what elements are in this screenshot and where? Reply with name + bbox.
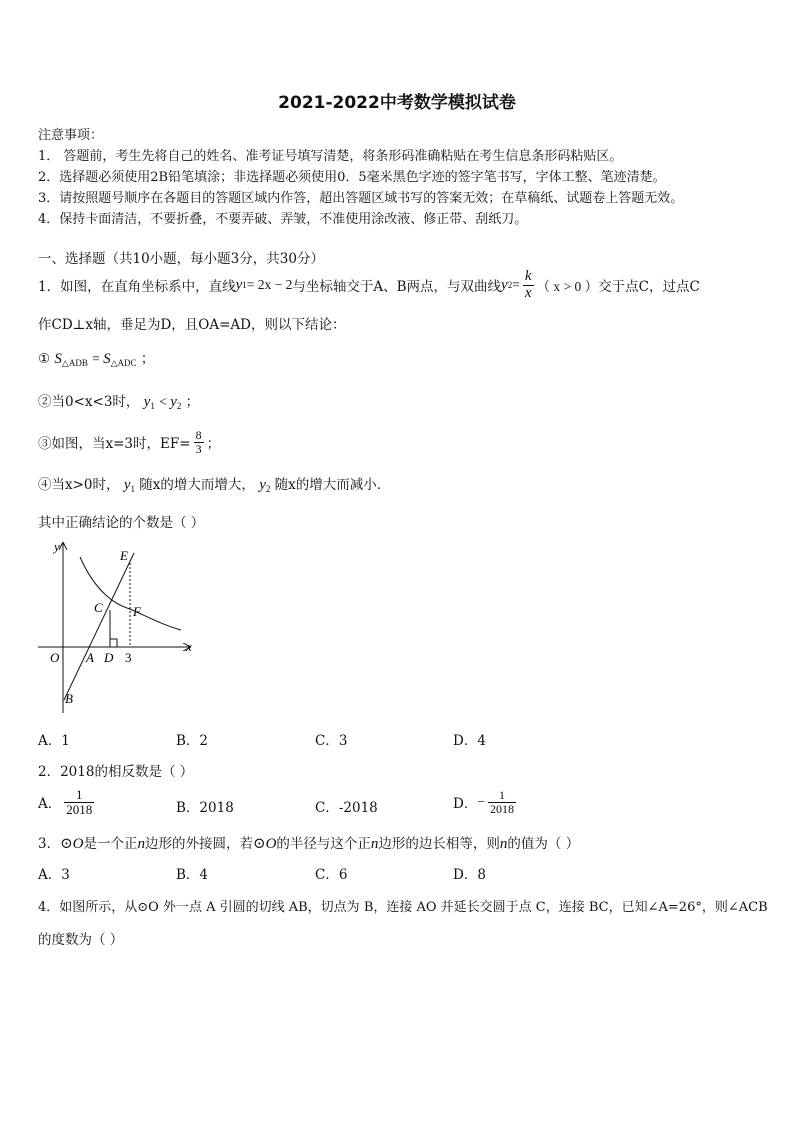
question-2-stem: 2．2018的相反数是（ ） (38, 764, 194, 780)
fraction-8-over-3: $\frac{8}{3}$ (195, 427, 202, 456)
question-4-line-2: 的度数为（ ） (38, 932, 124, 948)
label-e: E (120, 548, 128, 563)
fraction-k-over-x: $\frac{k}{x}$ (524, 267, 532, 301)
question-4-line-1: 4．如图所示，从⊙O 外一点 A 引圆的切线 AB，切点为 B，连接 AO 并延长交圆于点 C，连接 BC，已知∠A=26°，则∠ACB (38, 900, 768, 915)
conclusion-4: ④当x>0时， $y_1$ 随x的增大而增大， $y_2$ 随x的增大而减小． (38, 477, 391, 494)
q1-option-c: C．3 (315, 733, 348, 749)
q3-option-a: A．3 (38, 867, 70, 883)
conclusion-2: ②当0<x<3时， $y_1 < y_2$ ； (38, 394, 200, 411)
question-1-line-2: 作CD⊥x轴，垂足为D，且OA=AD，则以下结论： (38, 317, 346, 333)
q3-option-c: C．6 (315, 867, 348, 883)
label-y: y (54, 539, 60, 554)
fraction-1-over-2018-d: $\frac{1}{2018}$ (489, 787, 514, 816)
question-1-figure (38, 535, 203, 715)
notice-item-4: 4．保持卡面清洁，不要折叠，不要弄破、弄皱，不准使用涂改液、修正带、刮纸刀。 (38, 212, 528, 227)
q1-option-a: A．1 (38, 733, 70, 749)
notice-item-3: 3．请按照题号顺序在各题目的答题区域内作答，超出答题区域书写的答案无效；在草稿纸、试题卷上答题无效。 (38, 191, 684, 206)
q1-option-b: B．2 (176, 733, 209, 749)
fraction-1-over-2018-a: $\frac{1}{2018}$ (66, 786, 93, 817)
notice-item-2: 2．选择题必须使用2B铅笔填涂；非选择题必须使用0．5毫米黑色字迹的签字笔书写，字体工整、笔迹清楚。 (38, 170, 666, 185)
conclusion-3: ③如图，当x=3时，EF= $\frac{8}{3}$ ； (38, 427, 221, 456)
q3-option-b: B．4 (176, 867, 209, 883)
q2-option-b: B．2018 (176, 800, 234, 816)
conclusion-1: ① $S_{\triangle ADB} = S_{\triangle ADC}$ ； (38, 351, 155, 368)
label-x: x (186, 639, 192, 654)
label-o: O (50, 650, 60, 665)
q2-option-c: C．-2018 (315, 800, 378, 816)
notice-heading: 注意事项： (38, 128, 104, 143)
line-y1 (64, 553, 134, 700)
label-a: A (86, 650, 94, 665)
question-1-line-1: 1．如图，在直角坐标系中，直线 y 1 = 2x − 2 与坐标轴交于A、B两点，与双曲线 y 2 = $\frac{k}{x}$ （ x > 0 ） 交于点C，过点C (38, 267, 700, 301)
q3-option-d: D．8 (453, 867, 486, 883)
right-angle-mark (110, 639, 117, 647)
q2-option-d: D． − $\frac{1}{2018}$ (453, 787, 514, 816)
label-f: F (133, 604, 141, 619)
q2-option-a: A． $\frac{1}{2018}$ (38, 786, 93, 817)
label-c: C (94, 600, 103, 615)
label-b: B (65, 691, 73, 706)
label-3: 3 (125, 650, 132, 665)
label-d: D (104, 650, 114, 665)
q1-option-d: D．4 (453, 733, 486, 749)
question-1-ask: 其中正确结论的个数是（ ） (38, 515, 205, 531)
notice-item-1: 1． 答题前，考生先将自己的姓名、准考证号填写清楚，将条形码准确粘贴在考生信息条形码粘贴区。 (38, 149, 623, 164)
question-3-stem: 3．⊙O是一个正n边形的外接圆，若⊙O的半径与这个正n边形的边长相等，则n的值为（ ） (38, 836, 580, 852)
section-heading: 一、选择题（共10小题，每小题3分，共30分） (38, 251, 324, 267)
page-title: 2021-2022中考数学模拟试卷 (278, 93, 516, 113)
